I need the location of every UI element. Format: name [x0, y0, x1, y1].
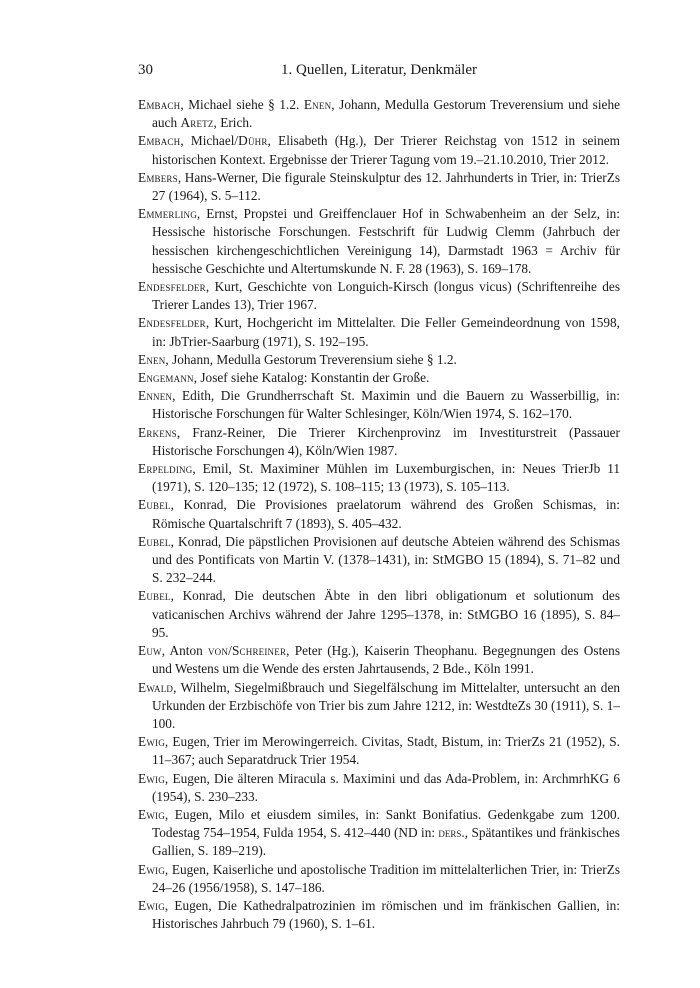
entry-text: , Elisabeth (Hg.), Der Trierer Reichstag von 1512 in seinem historischen Kontext. Ergebnisse der Trierer Tagung vom 19.–21.10.2010, Trier 2012. [152, 133, 620, 167]
bibliography-entry [138, 496, 620, 532]
entry-author: Embach [138, 133, 181, 149]
entry-author: Engemann [138, 370, 194, 386]
entry-author: Ewig [138, 734, 165, 750]
entry-text: , Anton [161, 643, 208, 659]
entry-text: , Peter (Hg.), Kaiserin Theophanu. Begegnungen des Ostens und Westens um die Wende des ersten Jahrtausends, 2 Bde., Köln 1991. [152, 643, 620, 677]
entry-author: Aretz [180, 115, 214, 131]
entry-author: Eubel [138, 588, 171, 604]
bibliography-entry [138, 806, 620, 861]
entry-author: ders. [438, 825, 465, 841]
bibliography-entry [138, 733, 620, 769]
entry-text: , Michael siehe § 1.2. [180, 97, 304, 112]
bibliography-entry [138, 424, 620, 460]
entry-text: , Eugen, Milo et eiusdem similes, in: Sankt Bonifatius. Gedenkgabe zum 1200. Todestag 754–1954, Fulda 1954, S. 412–440 (ND in: [152, 806, 620, 841]
entry-text: , Johann, Medulla Gestorum Treverensium und siehe auch [152, 97, 620, 131]
bibliography-entry [138, 679, 620, 734]
bibliography-entry [138, 96, 620, 132]
entry-author: Endesfelder [138, 279, 206, 295]
bibliography-entry [138, 387, 620, 423]
entry-text: , Erich. [213, 115, 253, 131]
bibliography-entry [138, 351, 620, 369]
entry-author: Ewig [138, 806, 165, 822]
bibliography-entry [138, 369, 620, 387]
entry-text: , Ernst, Propstei und Greiffenclauer Hof in Schwabenheim an der Selz, in: Hessische historische Forschungen. Festschrift für Ludwig Clemm (Jahrbuch der hessischen kirchengeschichtlichen Vereinigung 14), Darmstadt 1963 = Archiv für hessische Geschichte und Altertumskunde N. F. 28 (1963), S. 169–178. [152, 206, 620, 276]
entry-text: , Josef siehe Katalog: Konstantin der Große. [193, 370, 430, 386]
entry-author: Embach [138, 97, 181, 112]
entry-author: Enen [303, 97, 332, 112]
entry-text: , Edith, Die Grundherrschaft St. Maximin und die Bauern zu Wasserbillig, in: Historische Forschungen für Walter Schlesinger, Köln/Wien 1974, S. 162–170. [152, 388, 620, 422]
bibliography-entry [138, 278, 620, 314]
entry-author: Emmerling [138, 206, 197, 222]
entry-text: , Franz-Reiner, Die Trierer Kirchenprovinz im Investiturstreit (Passauer Historische Forschungen 4), Köln/Wien 1987. [152, 424, 620, 458]
entry-author: Ennen [138, 388, 173, 404]
bibliography-entry [138, 314, 620, 350]
entry-author: Euw [138, 643, 162, 659]
entry-author: Ewald [138, 679, 174, 695]
bibliography-entry [138, 533, 620, 588]
running-head: 1. Quellen, Literatur, Denkmäler [281, 62, 477, 78]
entry-author: Enen [138, 351, 166, 367]
entry-text: , Emil, St. Maximiner Mühlen im Luxemburgischen, in: Neues TrierJb 11 (1971), S. 120–135; 12 (1972), S. 108–115; 13 (1973), S. 105–113. [152, 461, 620, 495]
bibliography-entry [138, 770, 620, 806]
entry-text: , Konrad, Die deutschen Äbte in den libri obligationum et solutionum des vaticanischen Archivs während der Jahre 1295–1378, in: StMGBO 16 (1895), S. 84–95. [152, 588, 620, 640]
bibliography-entry [138, 861, 620, 897]
entry-text: , Eugen, Trier im Merowingerreich. Civitas, Stadt, Bistum, in: TrierZs 21 (1952), S. 11–367; auch Separatdruck Trier 1954. [152, 734, 620, 768]
entry-text: , Kurt, Geschichte von Longuich-Kirsch (longus vicus) (Schriftenreihe des Trierer Landes 13), Trier 1967. [152, 279, 620, 313]
entry-text: , Konrad, Die päpstlichen Provisionen auf deutsche Abteien während des Schismas und des Pontificats von Martin V. (1378–1431), in: StMGBO 15 (1894), S. 71–82 und S. 232–244. [152, 533, 620, 586]
entry-author: Erkens [138, 424, 177, 440]
entry-author: Eubel [138, 497, 171, 513]
bibliography-list [138, 96, 620, 933]
entry-text: , Eugen, Kaiserliche und apostolische Tradition im mittelalterlichen Trier, in: TrierZs 24–26 (1956/1958), S. 147–186. [152, 861, 620, 895]
bibliography-entry [138, 642, 620, 678]
page-header [138, 62, 620, 82]
entry-author: Ewig [138, 897, 165, 913]
entry-author: Dühr [238, 133, 268, 149]
entry-text: , Hans-Werner, Die figurale Steinskulptur des 12. Jahrhunderts in Trier, in: TrierZs 27 (1964), S. 5–112. [152, 169, 620, 204]
bibliography-entry [138, 897, 620, 933]
bibliography-entry [138, 205, 620, 278]
entry-text: , Johann, Medulla Gestorum Treverensium siehe § 1.2. [165, 351, 457, 367]
entry-author: Eubel [138, 533, 171, 549]
entry-author: Embers [138, 169, 178, 185]
entry-author: von/Schreiner [207, 643, 287, 659]
bibliography-entry [138, 460, 620, 496]
entry-text: , Eugen, Die älteren Miracula s. Maximini und das Ada-Problem, in: ArchmrhKG 6 (1954), S. 230–233. [152, 770, 620, 804]
entry-text: , Kurt, Hochgericht im Mittelalter. Die Feller Gemeindeordnung von 1598, in: JbTrier-Saarburg (1971), S. 192–195. [152, 315, 620, 349]
entry-text: , Eugen, Die Kathedralpatrozinien im römischen und im fränkischen Gallien, in: Historisches Jahrbuch 79 (1960), S. 1–61. [152, 897, 620, 932]
entry-author: Ewig [138, 770, 165, 786]
page-number: 30 [138, 62, 153, 78]
entry-text: , Spätantikes und fränkisches Gallien, S. 189–219). [152, 825, 620, 859]
bibliography-entry [138, 132, 620, 168]
bibliography-entry [138, 169, 620, 205]
bibliography-entry [138, 587, 620, 642]
entry-text: , Konrad, Die Provisiones praelatorum während des Großen Schismas, in: Römische Quartalschrift 7 (1893), S. 405–432. [152, 497, 620, 531]
entry-author: Endesfelder [138, 315, 206, 331]
entry-author: Erpelding [138, 461, 193, 477]
entry-text: , Michael/ [180, 133, 239, 149]
entry-author: Ewig [138, 861, 165, 877]
entry-text: , Wilhelm, Siegelmißbrauch und Siegelfälschung im Mittelalter, untersucht an den Urkunden der Erzbischöfe von Trier bis zum Jahre 1212, in: WestdteZs 30 (1911), S. 1–100. [152, 679, 620, 731]
